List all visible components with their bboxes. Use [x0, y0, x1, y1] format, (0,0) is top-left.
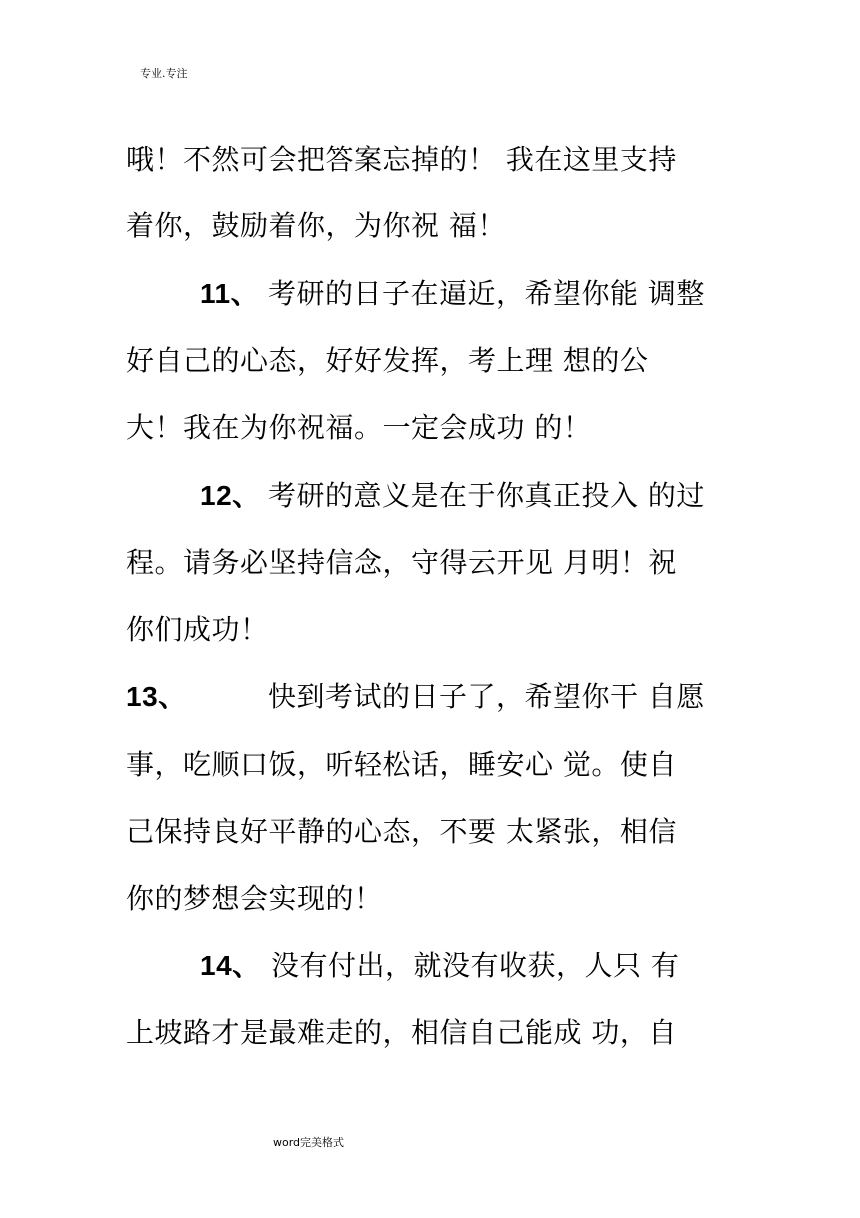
text-line: 哦！不然可会把答案忘掉的！ 我在这里支持: [126, 143, 677, 176]
item-text: 考研的意义是在于你真正投入 的过: [268, 479, 705, 512]
item-number: 13、: [126, 681, 187, 712]
text-line: 程。请务必坚持信念，守得云开见 月明！祝: [126, 546, 677, 579]
item-text: 没有付出，就没有收获，人只 有: [271, 949, 680, 982]
item-text: 考研的日子在逼近，希望你能 调整: [268, 277, 705, 310]
item-number: 12、: [200, 480, 261, 511]
page-header: 专业.专注: [140, 67, 188, 80]
page-footer: word完美格式: [273, 1136, 345, 1149]
text-line: 你们成功！: [126, 613, 269, 646]
text-line: 好自己的心态，好好发挥，考上理 想的公: [126, 344, 649, 377]
text-line: 大！我在为你祝福。一定会成功 的！: [126, 411, 592, 444]
text-line: 上坡路才是最难走的，相信自己能成 功，自: [126, 1016, 677, 1049]
text-line: 着你，鼓励着你，为你祝 福！: [126, 209, 506, 242]
text-line: 己保持良好平静的心态，不要 太紧张，相信: [126, 815, 677, 848]
text-line: 事，吃顺口饭，听轻松话，睡安心 觉。使自: [126, 748, 677, 781]
item-number: 11、: [200, 278, 260, 309]
item-text: 快到考试的日子了，希望你干 自愿: [268, 680, 705, 713]
text-line: 你的梦想会实现的！: [126, 882, 383, 915]
item-number: 14、: [200, 950, 261, 981]
